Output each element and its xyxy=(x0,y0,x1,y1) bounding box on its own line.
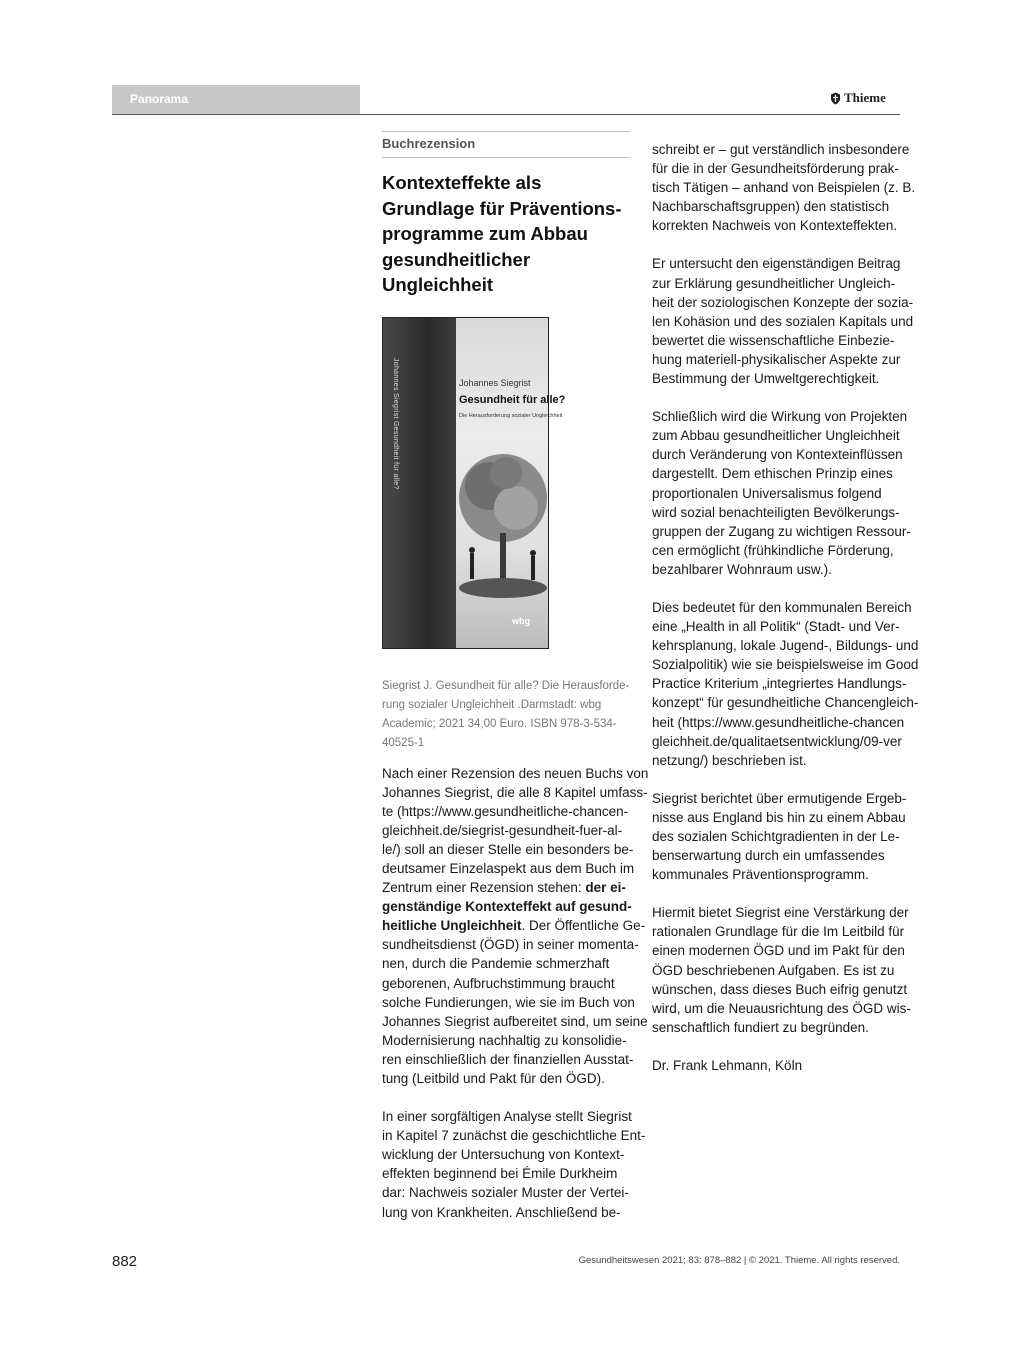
text-line: effekten beginnend bei Émile Durkheim xyxy=(382,1166,618,1182)
text-line: in Kapitel 7 zunächst die geschichtliche Ent- xyxy=(382,1128,646,1144)
book-author: Johannes Siegrist xyxy=(459,377,531,388)
text-line: Schließlich wird die Wirkung von Projekten xyxy=(652,409,908,425)
text-line: le/) soll an dieser Stelle ein besonders be- xyxy=(382,841,634,857)
text-line: Hiermit bietet Siegrist eine Verstärkung der xyxy=(652,905,909,921)
text-line: bewertet die wissenschaftliche Einbezie- xyxy=(652,332,895,348)
book-cover-image xyxy=(382,317,566,649)
text-line: zur Erklärung gesundheitlicher Ungleich- xyxy=(652,275,896,291)
text-line-mixed xyxy=(382,916,646,935)
text-line: len Kohäsion und des sozialen Kapitals und xyxy=(652,313,914,329)
paragraph xyxy=(652,254,914,388)
article-category: Buchrezension xyxy=(382,136,476,151)
headline-line: programme zum Abbau xyxy=(382,223,588,244)
text-line: solche Fundierungen, wie sie im Buch von xyxy=(382,994,635,1010)
text-line: kommunales Präventionsprogramm. xyxy=(652,867,869,883)
text-line: heit der soziologischen Konzepte der sozia- xyxy=(652,294,914,310)
text-plain: . Der Öffentliche Ge- xyxy=(521,918,646,934)
caption-line: rung sozialer Ungleichheit .Darmstadt: wbg xyxy=(382,698,602,711)
text-emphasis: heitliche Ungleichheit xyxy=(382,918,522,934)
text-line: dargestellt. Dem ethischen Prinzip eines xyxy=(652,466,893,482)
text-line: Modernisierung nachhaltig zu konsolidie- xyxy=(382,1032,627,1048)
text-line: rationalen Grundlage für die Im Leitbild für xyxy=(652,924,905,940)
text-line-mixed xyxy=(382,878,630,897)
text-line: sundheitsdienst (ÖGD) in seiner momenta- xyxy=(382,937,639,953)
text-line: des sozialen Schichtgradienten in der Le- xyxy=(652,829,900,844)
text-line: ren einschließlich der finanziellen Ausstat- xyxy=(382,1051,634,1067)
text-line: Er untersucht den eigenständigen Beitrag xyxy=(652,256,901,272)
text-line: gruppen der Zugang zu wichtigen Ressour- xyxy=(652,523,911,539)
text-line: senschaftlich fundiert zu begründen. xyxy=(652,1019,869,1035)
footer-citation: Gesundheitswesen 2021; 83: 878–882 | © 2021. Thieme. All rights reserved. xyxy=(578,1255,900,1266)
text-line: wird sozial benachteiligten Bevölkerungs- xyxy=(652,504,900,520)
text-line: heit (https://www.gesundheitliche-chancen xyxy=(652,714,905,730)
book-caption xyxy=(382,677,630,753)
text-line: tung (Leitbild und Pakt für den ÖGD). xyxy=(382,1071,605,1086)
paragraph xyxy=(382,1107,646,1222)
caption-line: Academic; 2021 34,00 Euro. ISBN 978-3-534- xyxy=(382,717,617,730)
column-left xyxy=(382,131,649,1241)
headline-line: gesundheitlicher xyxy=(382,248,531,270)
text-line: tisch Tätigen – anhand von Beispielen (z. B. xyxy=(652,180,916,196)
paragraph xyxy=(652,140,916,235)
article-headline xyxy=(382,170,630,298)
text-emphasis: der ei- xyxy=(585,880,626,896)
text-line: korrekten Nachweis von Kontexteffekten. xyxy=(652,218,898,234)
text-line: proportionalen Universalismus folgend xyxy=(652,485,882,501)
tree-illustration xyxy=(456,428,548,628)
text-line: deutsamer Einzelaspekt aus dem Buch im xyxy=(382,860,635,876)
text-line: Johannes Siegrist, die alle 8 Kapitel umfass- xyxy=(382,784,648,800)
book-spine xyxy=(383,318,456,648)
text-line: konzept“ für gesundheitliche Chancengleich- xyxy=(652,695,919,711)
author-signature xyxy=(652,1056,900,1075)
text-line: te (https://www.gesundheitliche-chancen- xyxy=(382,803,629,819)
headline-line: Kontexteffekte als xyxy=(382,172,542,193)
text-line: nisse aus England bis hin zu einem Abbau xyxy=(652,809,906,825)
page-number: 882 xyxy=(112,1253,138,1270)
text-line: benserwartung durch ein umfassendes xyxy=(652,848,885,864)
text-line: wird, um die Neuausrichtung des ÖGD wis- xyxy=(652,1000,911,1016)
text-line: gleichheit.de/qualitaetsentwicklung/09-ver xyxy=(652,733,902,749)
text-line: hung materiell-physikalischer Aspekte zur xyxy=(652,351,901,367)
text-line: Dies bedeutet für den kommunalen Bereich xyxy=(652,599,912,615)
text-line: dar: Nachweis sozialer Muster der Vertei- xyxy=(382,1185,629,1201)
text-line: Practice Kriterium „integriertes Handlungs- xyxy=(652,676,907,692)
text-line: cen ermöglicht (frühkindliche Förderung, xyxy=(652,542,894,558)
text-line: Nach einer Rezension des neuen Buchs von xyxy=(382,765,649,781)
text-line: durch Veränderung von Kontexteinflüssen xyxy=(652,447,903,463)
thieme-crest-icon xyxy=(830,92,841,105)
book-title: Gesundheit für alle? xyxy=(459,393,566,406)
headline-line: Grundlage für Präventions- xyxy=(382,197,622,219)
text-line: Sozialpolitik) wie sie beispielsweise im Good xyxy=(652,657,919,673)
text-line: wünschen, dass dieses Buch eifrig genutzt xyxy=(652,981,908,997)
text-line: Dr. Frank Lehmann, Köln xyxy=(652,1057,803,1073)
text-line: schreibt er – gut verständlich insbesondere xyxy=(652,142,910,157)
text-line: Nachbarschaftsgruppen) den statistisch xyxy=(652,199,890,215)
text-line: eine „Health in all Politik“ (Stadt- und Ver- xyxy=(652,619,900,635)
text-line: ÖGD beschriebenen Aufgaben. Es ist zu xyxy=(652,962,895,978)
paragraph xyxy=(382,764,649,1089)
headline-line: Ungleichheit xyxy=(382,274,494,295)
text-line: für die in der Gesundheitsförderung prak- xyxy=(652,161,899,177)
text-line: Bestimmung der Umweltgerechtigkeit. xyxy=(652,371,880,387)
book-publisher: wbg xyxy=(512,615,530,626)
text-line: zum Abbau gesundheitlicher Ungleichheit xyxy=(652,428,900,444)
text-line: geborenen, Aufbruchstimmung braucht xyxy=(382,975,615,991)
text-line: In einer sorgfältigen Analyse stellt Siegrist xyxy=(382,1109,632,1125)
text-line: netzung/) beschrieben ist. xyxy=(652,752,807,768)
article-body-right xyxy=(652,140,919,1094)
article-body-left xyxy=(382,764,649,1222)
category-rule-bottom xyxy=(382,157,630,158)
book-front-cover xyxy=(456,318,566,648)
publisher-name: Thieme xyxy=(844,90,886,105)
text-line: Siegrist berichtet über ermutigende Ergeb- xyxy=(652,790,907,806)
text-line-mixed xyxy=(382,897,630,916)
text-line: bezahlbarer Wohnraum usw.). xyxy=(652,561,832,577)
text-line: einen modernen ÖGD und im Pakt für den xyxy=(652,943,905,959)
paragraph xyxy=(652,903,911,1037)
publisher-logo xyxy=(830,90,886,106)
book-subtitle: Die Herausforderung sozialer Ungleichheit xyxy=(459,412,563,419)
text-line: Johannes Siegrist aufbereitet sind, um seine xyxy=(382,1013,648,1029)
book-spine-text: Johannes Siegrist Gesundheit für alle? xyxy=(392,357,399,490)
paragraph xyxy=(652,407,911,579)
text-line: nen, durch die Pandemie schmerzhaft xyxy=(382,956,610,972)
text-line: kehrsplanung, lokale Jugend-, Bildungs- und xyxy=(652,638,919,654)
text-line: lung von Krankheiten. Anschließend be- xyxy=(382,1204,621,1220)
paragraph xyxy=(652,598,919,770)
text-line: gleichheit.de/siegrist-gesundheit-fuer-al- xyxy=(382,822,623,838)
text-line: wicklung der Untersuchung von Kontext- xyxy=(382,1147,625,1163)
text-emphasis: genständige Kontexteffekt auf gesund- xyxy=(382,899,632,915)
caption-line: Siegrist J. Gesundheit für alle? Die Herausforde- xyxy=(382,679,630,692)
section-label: Panorama xyxy=(130,92,189,106)
paragraph xyxy=(652,789,907,884)
caption-line: 40525-1 xyxy=(382,736,425,749)
text-plain: Zentrum einer Rezension stehen: xyxy=(382,880,586,896)
header-rule xyxy=(112,114,900,115)
section-header-bar xyxy=(112,85,360,114)
